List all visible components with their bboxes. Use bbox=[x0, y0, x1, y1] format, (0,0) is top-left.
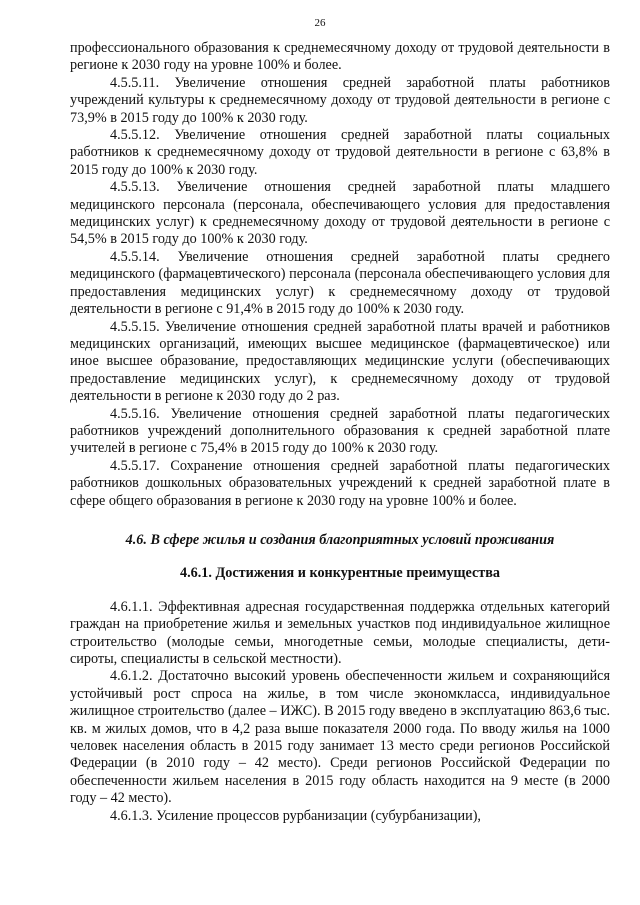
paragraph: 4.6.1.2. Достаточно высокий уровень обеспеченности жильем и сохраняющийся устойчивый рост спроса на жилье, в том числе экономкласса, индивидуальное жилищное строительство (далее – ИЖС). В 2015 году введено в эксплуатацию 863,6 тыс. кв. м жилых домов, что в 4,2 раза выше показателя 2000 года. По вводу жилья на 1000 человек населения область в 2015 году занимает 13 место среди регионов Российской Федерации (в 2010 году – 42 место). Среди регионов Российской Федерации по обеспеченности жильем населения в 2015 году область находится на 9 месте (в 2000 году – 42 место). bbox=[70, 668, 610, 807]
paragraph: 4.5.5.17. Сохранение отношения средней заработной платы педагогических работников дошкольных образовательных учреждений к средней заработной плате в сфере общего образования в регионе к 2030 году на уровне 100% и более. bbox=[70, 457, 610, 509]
paragraph: 4.5.5.15. Увеличение отношения средней заработной платы врачей и работников медицинских организаций, имеющих высшее медицинское (фармацевтическое) или иное высшее образование, предоставляющих медицинские услуги (обеспечивающих предоставление медицинских услуг), к среднемесячному доходу от трудовой деятельности в регионе к 2030 году до 2 раз. bbox=[70, 318, 610, 405]
paragraph: 4.5.5.13. Увеличение отношения средней заработной платы младшего медицинского персонала (персонала, обеспечивающего условия для предоставления медицинских услуг) к среднемесячному доходу от трудовой деятельности в регионе с 54,5% в 2015 году до 100% к 2030 году. bbox=[70, 179, 610, 248]
subsection-heading: 4.6.1. Достижения и конкурентные преимущества bbox=[180, 565, 500, 582]
bottom-paragraphs bbox=[70, 599, 610, 825]
top-paragraphs bbox=[70, 40, 610, 510]
document-body bbox=[70, 40, 610, 825]
paragraph: 4.5.5.16. Увеличение отношения средней заработной платы педагогических работников учреждений дополнительного образования к средней заработной плате учителей в регионе с 75,4% в 2015 году до 100% к 2030 году. bbox=[70, 405, 610, 457]
paragraph: 4.5.5.12. Увеличение отношения средней заработной платы социальных работников к среднемесячному доходу от трудовой деятельности в регионе с 63,8% в 2015 году до 100% к 2030 году. bbox=[70, 127, 610, 178]
paragraph: профессионального образования к среднемесячному доходу от трудовой деятельности в регионе к 2030 году на уровне 100% и более. bbox=[70, 40, 610, 74]
paragraph: 4.6.1.3. Усиление процессов рурбанизации (субурбанизации), bbox=[110, 807, 481, 824]
page-number: 26 bbox=[314, 17, 326, 29]
paragraph: 4.6.1.1. Эффективная адресная государственная поддержка отдельных категорий граждан на приобретение жилья и земельных участков под индивидуальное жилищное строительство (молодые семьи, многодетные семьи, молодые специалисты, дети-сироты, специалисты в сельской местности). bbox=[70, 598, 610, 667]
paragraph: 4.5.5.14. Увеличение отношения средней заработной платы среднего медицинского (фармацевтического) персонала (персонала обеспечивающего условия для предоставления медицинских услуг) к среднемесячному доходу от трудовой деятельности в регионе с 91,4% в 2015 году до 100% к 2030 году. bbox=[70, 248, 610, 318]
section-heading: 4.6. В сфере жилья и создания благоприятных условий проживания bbox=[125, 531, 555, 548]
paragraph: 4.5.5.11. Увеличение отношения средней заработной платы работников учреждений культуры к среднемесячному доходу от трудовой деятельности в регионе с 73,9% в 2015 году до 100% к 2030 году. bbox=[70, 74, 610, 126]
